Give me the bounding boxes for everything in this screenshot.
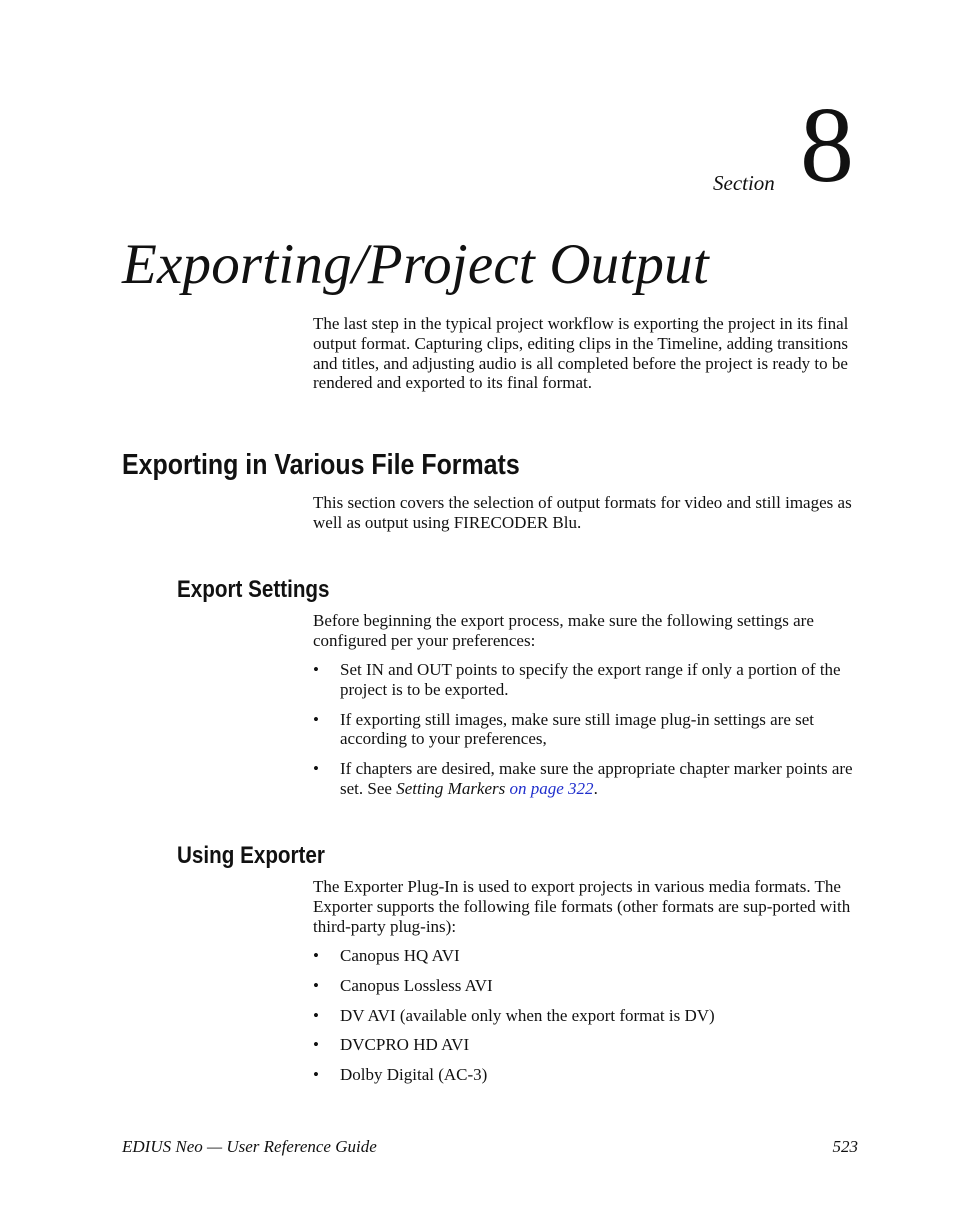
chapter-title: Exporting/Project Output	[122, 233, 709, 296]
bullet-icon: •	[313, 660, 319, 679]
intro-paragraph: The last step in the typical project workflow is exporting the project in its final output format. Capturing clips, editing clips in the Timeline, adding transitions and titles, and adjusting audio is all completed before the project is ready to be rendered and exported to its final format.	[313, 314, 849, 393]
bullet-icon: •	[313, 1005, 319, 1025]
list-item	[313, 1065, 858, 1085]
section-number: 8	[800, 86, 854, 205]
cross-reference-title: Setting Markers	[396, 778, 506, 798]
export-settings-paragraph: Before beginning the export process, make sure the following settings are configured per your preferences:	[313, 611, 814, 650]
list-item-text: If chapters are desired, make sure the appropriate chapter marker points are set. See	[340, 759, 853, 798]
bullet-icon: •	[313, 759, 319, 779]
list-item	[313, 946, 858, 966]
list-item-text: Set IN and OUT points to specify the export range if only a portion of the project is to be exported.	[340, 660, 841, 699]
list-item-text: Dolby Digital (AC-3)	[340, 1065, 488, 1085]
bullet-icon: •	[313, 975, 319, 995]
list-item-text: DVCPRO HD AVI	[340, 1035, 470, 1055]
export-settings-list	[313, 660, 858, 799]
using-exporter-paragraph: The Exporter Plug-In is used to export projects in various media formats. The Exporter supports the following file formats (other formats are sup-ported with third-party plug-ins):	[313, 877, 851, 936]
heading-exporting-formats: Exporting in Various File Formats	[122, 449, 520, 481]
bullet-icon: •	[313, 1035, 319, 1055]
list-item-text: If exporting still images, make sure still image plug-in settings are set according to your preferences,	[340, 709, 815, 749]
page-link[interactable]: on page 322	[509, 778, 594, 798]
list-item	[313, 1035, 858, 1055]
list-item	[313, 759, 858, 799]
list-item	[313, 710, 858, 750]
list-item-text: DV AVI (available only when the export format is DV)	[340, 1005, 715, 1025]
list-item	[313, 660, 858, 700]
heading-export-settings: Export Settings	[177, 576, 330, 603]
footer-title: EDIUS Neo — User Reference Guide	[122, 1137, 377, 1156]
section-label: Section	[713, 171, 775, 195]
list-item-text: Canopus Lossless AVI	[340, 975, 493, 995]
list-item	[313, 976, 858, 996]
list-item-text: Canopus HQ AVI	[340, 946, 460, 965]
formats-paragraph: This section covers the selection of output formats for video and still images as well as output using FIRECODER Blu.	[313, 493, 852, 532]
bullet-icon: •	[313, 946, 319, 965]
bullet-icon: •	[313, 1065, 319, 1085]
bullet-icon: •	[313, 709, 319, 729]
list-item-end: .	[593, 778, 598, 798]
formats-list	[313, 946, 858, 1085]
list-item	[313, 1006, 858, 1026]
page-number: 523	[832, 1137, 858, 1156]
heading-using-exporter: Using Exporter	[177, 842, 325, 869]
